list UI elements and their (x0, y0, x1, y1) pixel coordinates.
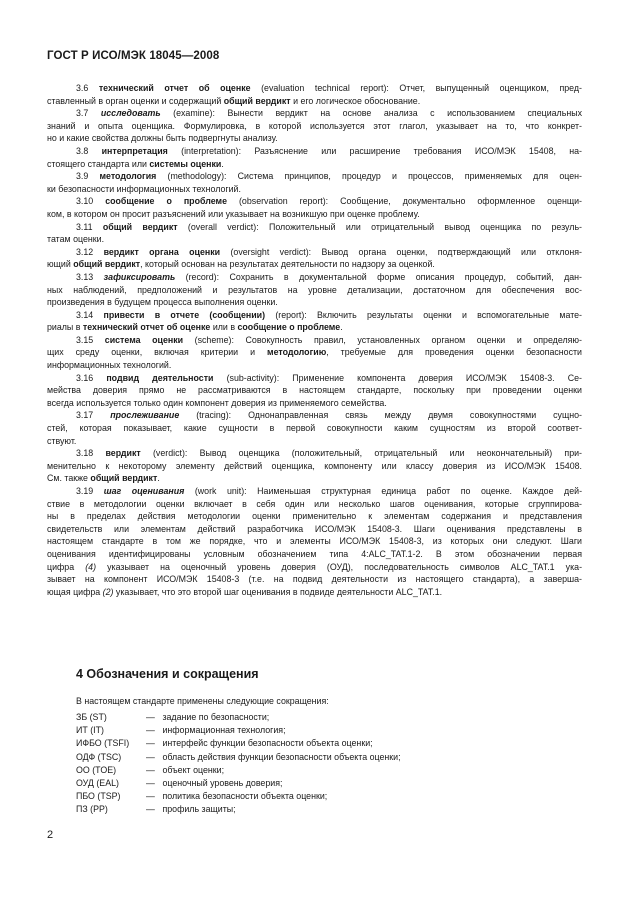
abbreviation-dash: — (146, 764, 155, 775)
definition-line: знаний и опыта оценщика. Формулировка, в которой используется этот глагол, указывает на то, что конкрет- (47, 120, 582, 131)
definition-line: всегда используется только один компонент доверия из применяемого семейства. (47, 397, 387, 408)
abbreviation-row (76, 711, 401, 724)
definition-term: привести в отчете (сообщении) (103, 309, 266, 320)
definition-number: 3.12 (76, 246, 104, 257)
definition-first-line: 3.6 технический отчет об оценке (evaluation technical report): Отчет, выпущенный оценщиком, пред- (76, 83, 582, 93)
definition-line: но и какие свойства должны быть подвергнуты анализу. (47, 133, 278, 144)
definition-first-line: 3.7 исследовать (examine): Вынести вердикт на основе анализа с использованием специальных (76, 108, 582, 119)
abbreviation-code: ИФБО (TSFI) (76, 738, 130, 749)
definition-item (47, 447, 582, 485)
abbreviation-row (76, 790, 401, 803)
abbreviation-code: ПБО (TSP) (76, 791, 121, 802)
definition-item (47, 246, 582, 271)
definition-item (47, 372, 582, 410)
definition-line: ющая цифра (2) указывает, что это второй шаг оценивания в подвиде деятельности ALC_TAT.1. (47, 586, 443, 597)
abbreviation-code: ИТ (IT) (76, 725, 104, 736)
definition-number: 3.7 (76, 108, 101, 119)
abbreviation-code: ОО (TOE) (76, 764, 117, 775)
definition-first-line: 3.11 общий вердикт (overall verdict): Положительный или отрицательный вывод оценщика по резуль- (76, 221, 582, 232)
definition-term: прослеживание (110, 410, 180, 421)
definition-term: система оценки (104, 334, 184, 345)
definition-line: ки безопасности информационных технологий. (47, 183, 241, 194)
abbreviations-list (76, 711, 401, 817)
definition-term: технический отчет об оценке (98, 83, 251, 93)
definition-first-line: 3.8 интерпретация (interpretation): Разъяснение или расширение требования ИСО/МЭК 15408, на- (76, 145, 582, 156)
definition-term: подвид деятельности (106, 372, 214, 383)
definition-number: 3.16 (76, 372, 107, 383)
page-number: 2 (47, 829, 54, 841)
abbreviation-row (76, 724, 401, 737)
abbreviation-code: ОДФ (TSC) (76, 751, 122, 762)
definition-term: методология (99, 171, 157, 182)
definition-term: общий вердикт (102, 221, 178, 232)
definition-first-line: 3.17 прослеживание (tracing): Однонаправленная связь между двумя совокупностями сущно- (76, 410, 582, 421)
definition-term: исследовать (100, 108, 161, 119)
definition-number: 3.11 (76, 221, 103, 232)
definition-first-line: 3.19 шаг оценивания (work unit): Наименьшая структурная единица работ по оценке. Каждое дей- (76, 486, 583, 496)
definition-item (47, 271, 582, 309)
definition-item (47, 170, 582, 195)
definition-line: ны в пределах действия методологии оценки применительно к элементам содержания и представления (47, 511, 582, 522)
definition-number: 3.6 (76, 83, 99, 93)
abbreviation-dash: — (146, 712, 155, 722)
definition-item (47, 334, 582, 372)
definition-number: 3.8 (76, 145, 102, 156)
section-title: 4 Обозначения и сокращения (76, 667, 259, 681)
definition-line: ком, в котором он просит разъяснений или указывает на возникшую при оценке проблему. (47, 208, 420, 219)
definition-line: ющий общий вердикт, который основан на результатах деятельности по надзору за оценкой. (47, 259, 435, 270)
definition-line: цифра (4) указывает на оценочный уровень доверия (ОУД), последовательность символов ALC_TAT.1 ука- (47, 561, 583, 572)
abbreviation-meaning: оценочный уровень доверия; (160, 778, 283, 789)
definition-item (47, 107, 582, 145)
abbreviation-meaning: область действия функции безопасности объекта оценки; (160, 751, 401, 762)
definition-first-line: 3.10 сообщение о проблеме (observation report): Сообщение, документально оформленное оценщи- (76, 196, 582, 207)
abbreviation-meaning: задание по безопасности; (160, 712, 270, 722)
definition-line: оценивания идентифицированы условным обозначением типа 4:ALC_TAT.1-2. В этом обозначении первая (47, 548, 582, 559)
definition-first-line: 3.18 вердикт (verdict): Вывод оценщика (положительный, отрицательный или неокончательный) при- (76, 448, 582, 459)
definition-item (47, 485, 582, 598)
abbreviation-dash: — (146, 791, 155, 802)
definition-number: 3.9 (76, 171, 100, 182)
abbreviation-code: ЗБ (ST) (76, 712, 107, 722)
definition-number: 3.10 (76, 196, 106, 207)
definition-item (47, 221, 582, 246)
abbreviation-meaning: интерфейс функции безопасности объекта оценки; (160, 738, 373, 749)
definition-item (47, 195, 582, 220)
abbreviation-code: ОУД (EAL) (76, 778, 119, 789)
abbreviation-dash: — (146, 804, 155, 815)
definition-term: зафиксировать (103, 271, 176, 282)
definition-line: риалы в технический отчет об оценке или в сообщение о проблеме. (47, 322, 343, 333)
definition-term: сообщение о проблеме (105, 196, 227, 207)
definition-line: стей, которая показывает, какие сущности в первой совокупности каким сущностям из второй соответ- (47, 423, 582, 434)
abbreviation-row (76, 751, 401, 764)
abbreviation-meaning: объект оценки; (160, 764, 225, 775)
definition-item (47, 145, 582, 170)
definition-term: интерпретация (101, 145, 168, 156)
abbreviation-row (76, 803, 401, 816)
definition-number: 3.13 (76, 271, 104, 282)
definition-term: вердикт органа оценки (103, 246, 221, 257)
abbreviation-meaning: профиль защиты; (160, 804, 236, 815)
abbreviation-dash: — (146, 738, 155, 749)
abbreviations-intro: В настоящем стандарте применены следующие сокращения: (76, 696, 329, 706)
definition-number: 3.17 (76, 410, 111, 421)
abbreviation-dash: — (146, 751, 155, 762)
definition-item (47, 82, 582, 107)
definition-line: стоящего стандарта или системы оценки. (47, 158, 224, 169)
definition-number: 3.14 (76, 309, 104, 320)
definition-term: шаг оценивания (103, 486, 185, 496)
definition-line: татам оценки. (47, 234, 105, 245)
definition-number: 3.15 (76, 334, 105, 345)
definition-line: зывает на компонент ИСО/МЭК 15408-3 (т.е. на подвид деятельности из настоящего стандарта), а заверша- (47, 574, 582, 585)
definition-line: ставленный в орган оценки и содержащий общий вердикт и его логическое обоснование. (47, 95, 421, 106)
definitions-section (47, 82, 582, 598)
definition-line: щих среду оценки, включая критерии и методологию, требуемые для проведения оценки безопасности (47, 347, 583, 358)
definition-line: ствие в методологии оценки включает в себя один или несколько шагов оценивания, которые сгруппирова- (47, 498, 582, 509)
definition-line: настоящем стандарте в том же порядке, что и элементы ИСО/МЭК 15408-3, из которых они следуют. Шаги (47, 536, 582, 547)
abbreviation-dash: — (146, 725, 155, 736)
definition-item (47, 409, 582, 447)
definition-line: См. также общий вердикт. (47, 473, 160, 484)
definition-line: свидетельств или элементам действий разработчика ИСО/МЭК 15408-3. Шаги оценивания представлены в (47, 523, 582, 534)
definition-number: 3.19 (76, 486, 104, 496)
definition-first-line: 3.14 привести в отчете (сообщении) (report): Включить результаты оценки и вспомогательные мате- (76, 309, 583, 320)
abbreviation-meaning: политика безопасности объекта оценки; (160, 791, 328, 802)
abbreviation-meaning: информационная технология; (160, 725, 286, 736)
definition-line: мейства доверия прямо не рассматриваются в настоящем стандарте, поскольку при проведении оценки (47, 385, 582, 396)
definition-first-line: 3.16 подвид деятельности (sub-activity): Применение компонента доверия ИСО/МЭК 15408-3. Се- (76, 372, 582, 383)
definition-number: 3.18 (76, 448, 106, 459)
definition-first-line: 3.13 зафиксировать (record): Сохранить в документальной форме описания процедур, событий, дан- (76, 271, 582, 282)
definition-first-line: 3.15 система оценки (scheme): Совокупность правил, установленных органом оценки и определяю- (76, 334, 582, 345)
abbreviation-row (76, 777, 401, 790)
definition-first-line: 3.12 вердикт органа оценки (oversight verdict): Вывод органа оценки, подтверждающий или отклоня- (76, 246, 582, 257)
abbreviation-row (76, 737, 401, 750)
definition-line: менительно к некоторому элементу действий оценщика, компоненту или классу доверия из ИСО/МЭК 15408. (47, 460, 582, 471)
abbreviation-code: ПЗ (PP) (76, 804, 108, 815)
definition-line: произведения в будущем процесса выполнения оценки. (47, 297, 278, 308)
abbreviation-row (76, 764, 401, 777)
abbreviation-dash: — (146, 778, 155, 789)
definition-first-line: 3.9 методология (methodology): Система принципов, процедур и процессов, применяемых для оцен- (76, 171, 582, 182)
definition-line: ствуют. (47, 435, 77, 446)
document-header: ГОСТ Р ИСО/МЭК 18045—2008 (47, 50, 220, 62)
definition-line: ных наблюдений, предположений и результатов на уровне детализации, достаточном для обеспечения вос- (47, 284, 582, 295)
definition-item (47, 309, 582, 334)
definition-term: вердикт (105, 448, 141, 459)
definition-line: информационных технологий. (47, 360, 172, 371)
